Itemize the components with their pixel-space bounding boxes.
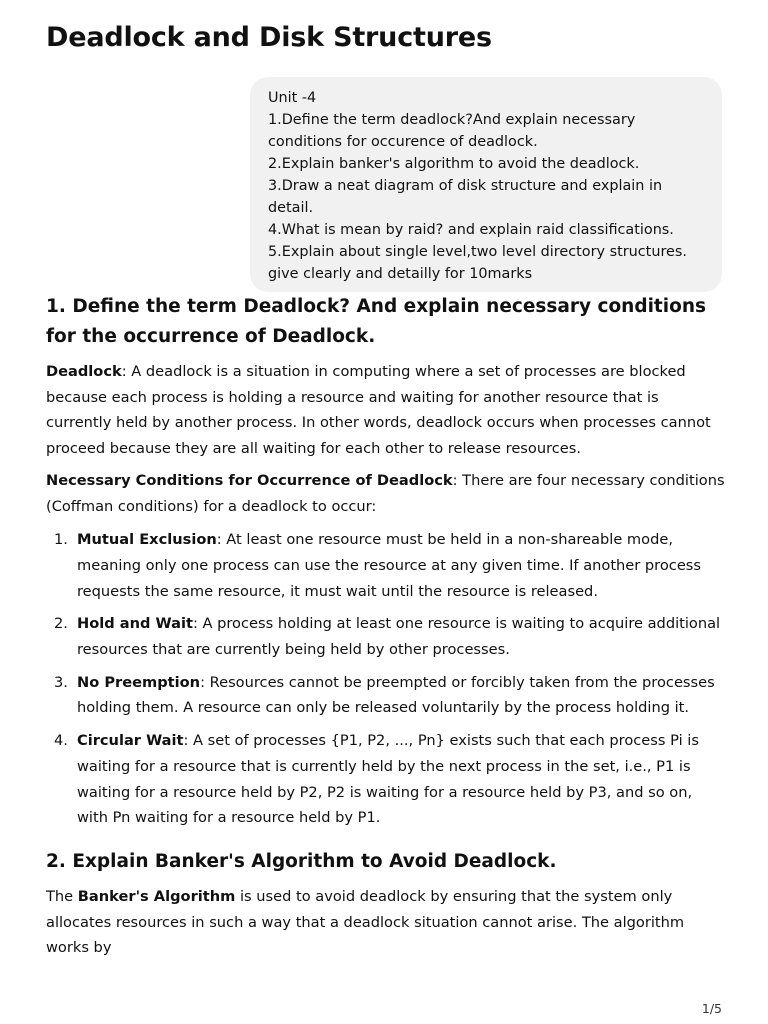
bankers-term: Banker's Algorithm bbox=[77, 887, 236, 905]
conditions-intro-term: Necessary Conditions for Occurrence of Deadlock bbox=[46, 471, 453, 489]
conditions-intro-text: : There are four necessary conditions (Coffman conditions) for a deadlock to occur: bbox=[46, 471, 725, 515]
condition-term: Mutual Exclusion bbox=[77, 531, 217, 549]
list-item-number: 3. bbox=[54, 673, 68, 691]
user-prompt-bubble bbox=[250, 77, 722, 292]
list-item-number: 2. bbox=[54, 615, 68, 633]
condition-text: : A process holding at least one resource is waiting to acquire additional resources that are currently being held by other processes. bbox=[77, 615, 721, 659]
bankers-intro-prefix: The bbox=[46, 887, 78, 905]
prompt-line: 1.Define the term deadlock?And explain necessary bbox=[268, 112, 636, 128]
list-item-number: 4. bbox=[54, 732, 68, 750]
prompt-line: detail. bbox=[268, 200, 314, 216]
list-item bbox=[46, 728, 726, 831]
definition-text: : A deadlock is a situation in computing where a set of processes are blocked because each process is holding a resource and waiting for another resource that is currently held by another process. In other words, deadlock occurs when processes cannot proceed because they are all waiting for each other to release resources. bbox=[46, 363, 711, 458]
condition-text: : Resources cannot be preempted or forcibly taken from the processes holding them. A resource can only be released voluntarily by the process holding it. bbox=[77, 673, 715, 717]
bankers-intro bbox=[46, 884, 726, 961]
definition-term: Deadlock bbox=[46, 363, 122, 380]
prompt-line: give clearly and detailly for 10marks bbox=[268, 266, 533, 282]
prompt-line: 5.Explain about single level,two level directory structures. bbox=[268, 244, 687, 260]
prompt-line: conditions for occurence of deadlock. bbox=[268, 134, 538, 150]
bankers-intro-text: is used to avoid deadlock by ensuring that the system only allocates resources in such a way that a deadlock situation cannot arise. The algorithm works by bbox=[46, 887, 685, 957]
condition-term: No Preemption bbox=[77, 673, 201, 691]
condition-term: Circular Wait bbox=[77, 732, 184, 750]
list-item bbox=[46, 611, 726, 662]
section-2-heading: 2. Explain Banker's Algorithm to Avoid Deadlock. bbox=[46, 850, 557, 872]
condition-text: : A set of processes {P1, P2, ..., Pn} exists such that each process Pi is waiting for a resource that is currently held by the next process in the set, i.e., P1 is waiting for a resource held by P2, P2 is waiting for a resource held by P3, and so on, with Pn waiting for a resource held by P1. bbox=[77, 732, 699, 827]
section-1-heading: 1. Define the term Deadlock? And explain necessary conditions for the occurrence of Deadlock. bbox=[46, 296, 707, 347]
list-item-number: 1. bbox=[54, 531, 68, 549]
list-item bbox=[46, 527, 726, 604]
page-number: 1/5 bbox=[701, 1001, 722, 1016]
condition-text: : At least one resource must be held in a non-shareable mode, meaning only one process can use the resource at any given time. If another process requests the same resource, it must wait until the resource is released. bbox=[77, 531, 702, 600]
prompt-line: 3.Draw a neat diagram of disk structure and explain in bbox=[268, 178, 663, 194]
deadlock-definition bbox=[46, 359, 726, 462]
prompt-line: Unit -4 bbox=[268, 90, 317, 106]
answer-content bbox=[46, 292, 726, 961]
page-title: Deadlock and Disk Structures bbox=[46, 22, 492, 53]
prompt-line: 4.What is mean by raid? and explain raid classifications. bbox=[268, 222, 674, 238]
condition-term: Hold and Wait bbox=[77, 615, 193, 633]
list-item bbox=[46, 670, 726, 721]
conditions-intro bbox=[46, 468, 726, 519]
conditions-list bbox=[46, 527, 726, 831]
prompt-line: 2.Explain banker's algorithm to avoid the deadlock. bbox=[268, 156, 640, 172]
